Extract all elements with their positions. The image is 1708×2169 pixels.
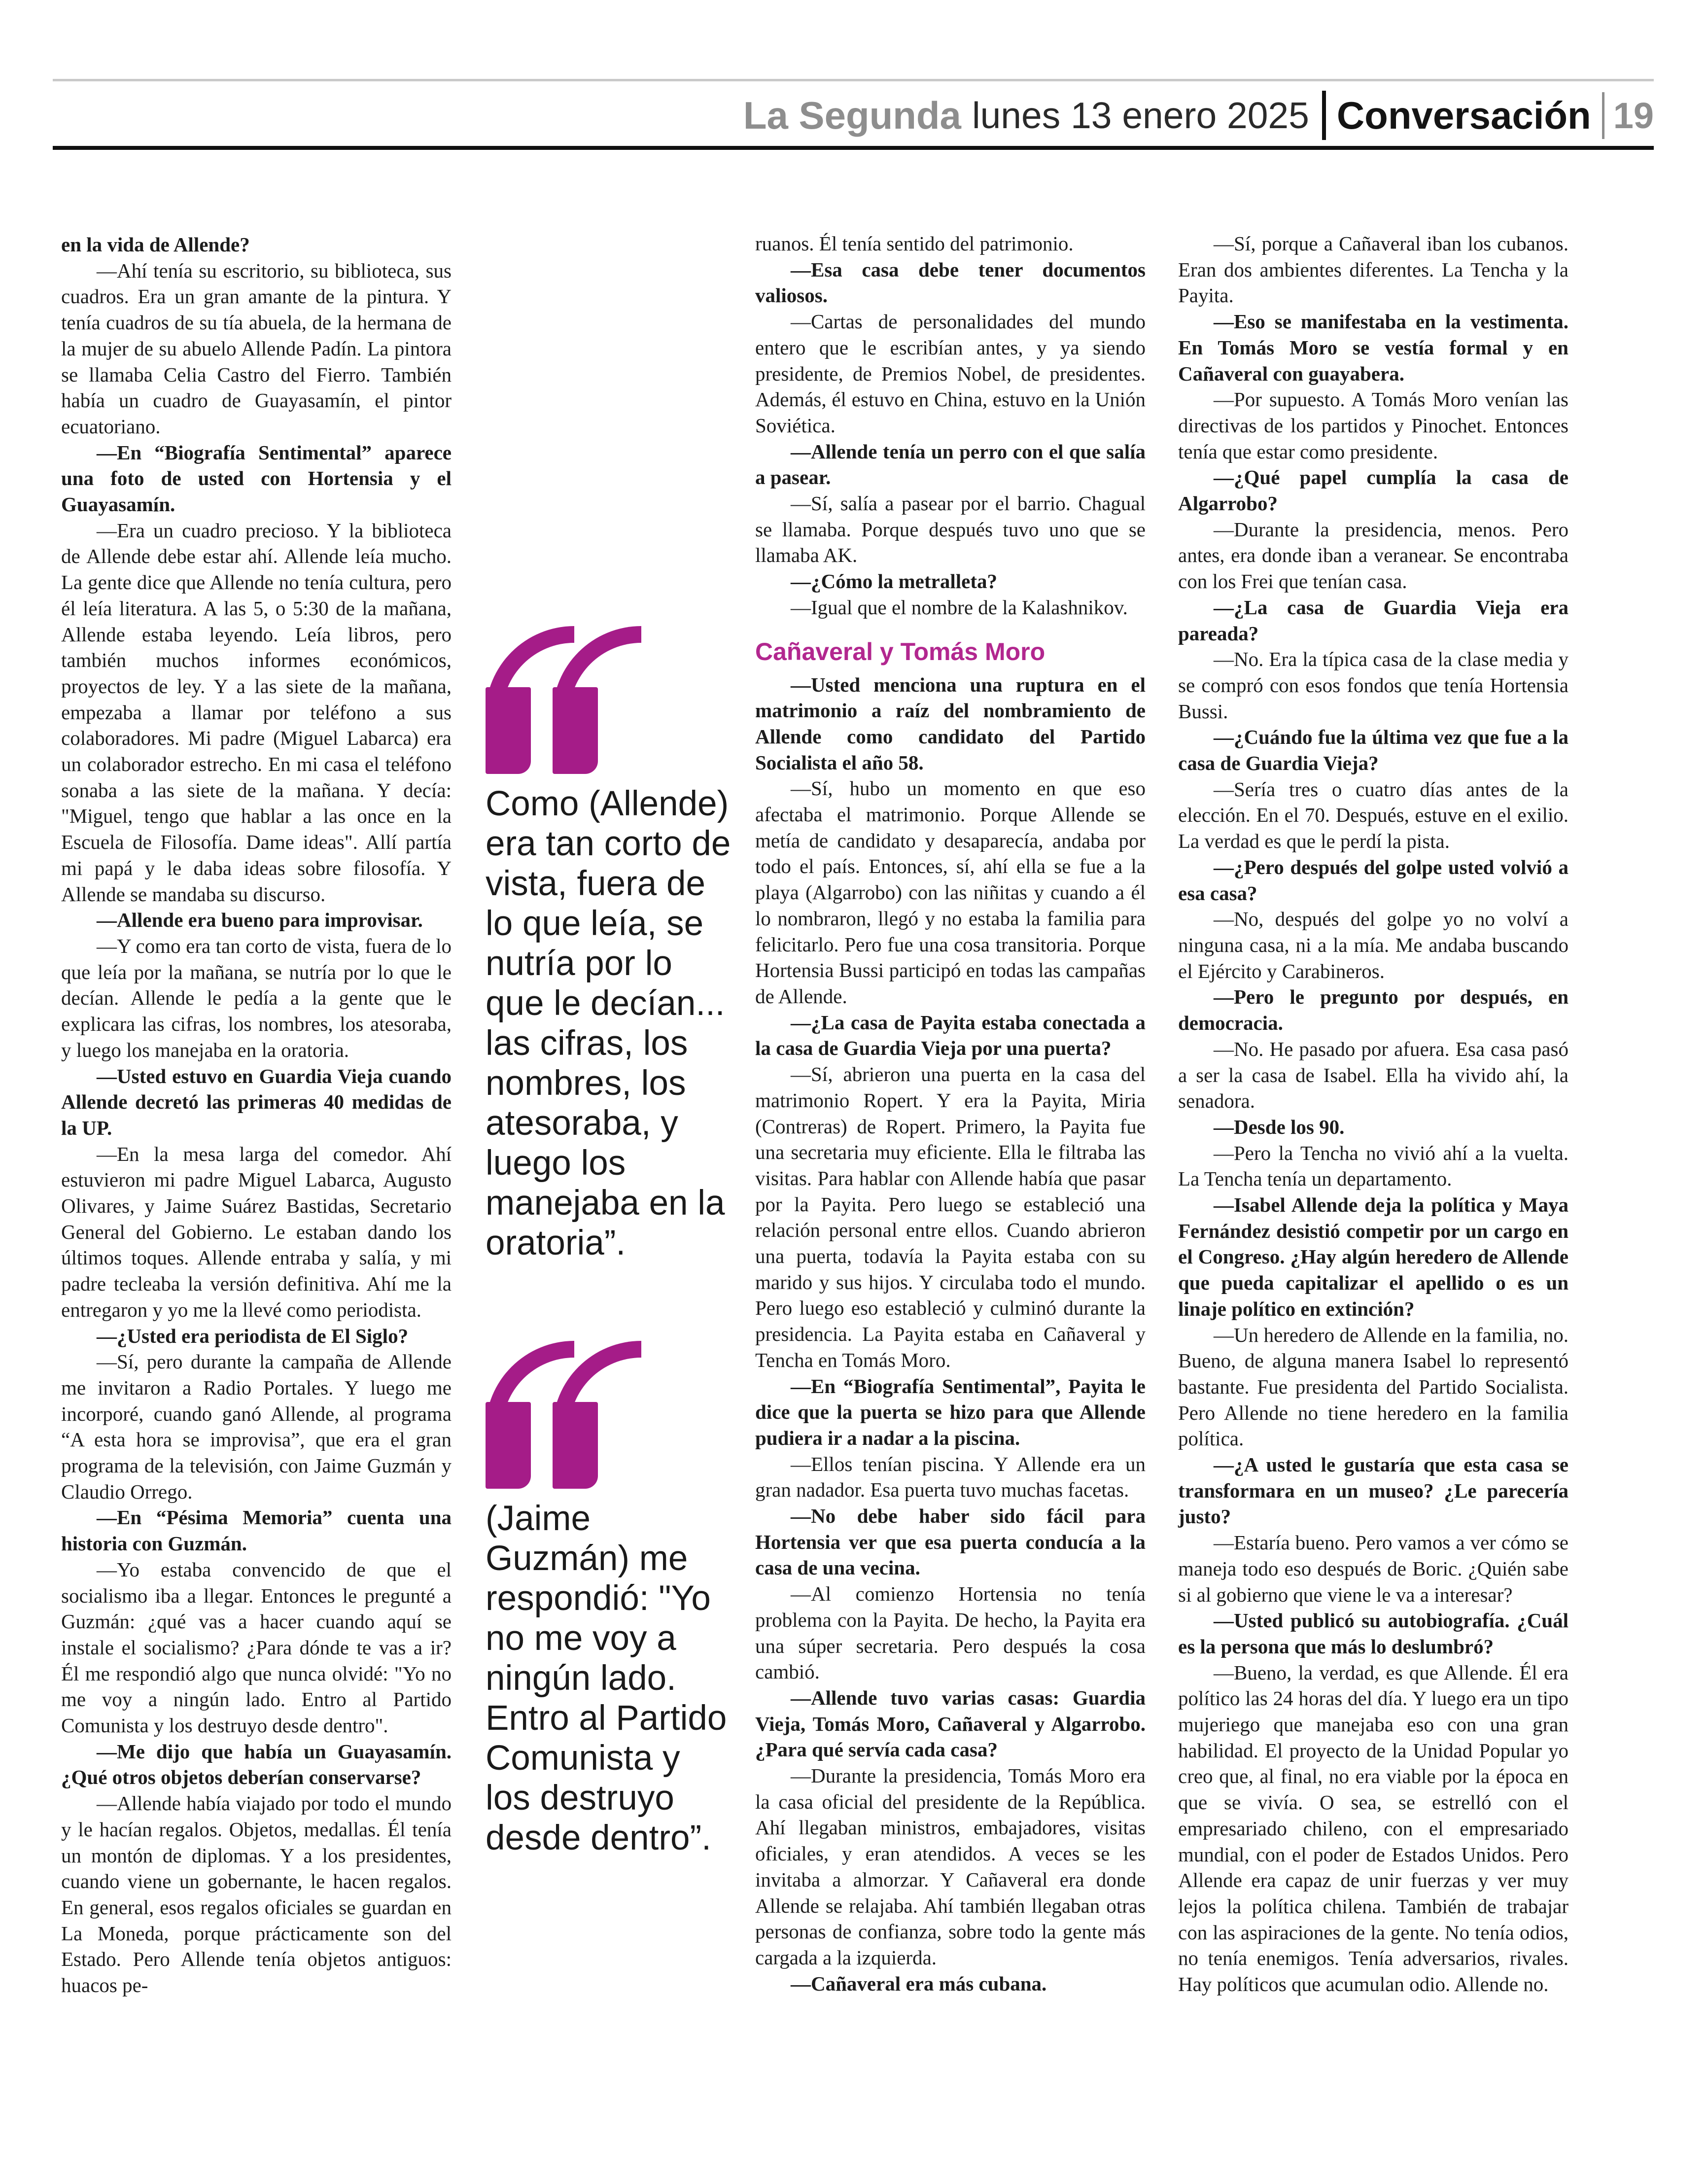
interview-question: —¿Cuándo fue la última vez que fue a la casa de Guardia Vieja? — [1178, 726, 1569, 775]
interview-question: —Isabel Allende deja la política y Maya Fernández desistió competir por un cargo en el Congreso. ¿Hay algún heredero de Allende que pueda capitalizar el apellido o es un linaje político en extinción? — [1178, 1193, 1569, 1320]
section-name: Conversación — [1336, 93, 1591, 137]
interview-answer: —Un heredero de Allende en la familia, no. Bueno, de alguna manera Isabel lo representó bastante. Fue presidenta del Partido Socialista. Pero Allende no tiene heredero en la familia política. — [1178, 1323, 1569, 1450]
interview-question: —Usted estuvo en Guardia Vieja cuando Allende decretó las primeras 40 medidas de la UP. — [61, 1064, 452, 1139]
interview-answer: ruanos. Él tenía sentido del patrimonio. — [755, 232, 1074, 255]
interview-answer: —Por supuesto. A Tomás Moro venían las directivas de los partidos y Pinochet. Entonces tenía que estar como presidente. — [1178, 388, 1569, 463]
header-rule — [53, 146, 1654, 150]
interview-question: —¿La casa de Guardia Vieja era pareada? — [1178, 595, 1569, 645]
pull-quote-text: (Jaime Guzmán) me respondió: "Yo no me voy a ningún lado. Entro al Partido Comunista y los destruyo desde dentro”. — [486, 1499, 727, 1857]
interview-answer: —Durante la presidencia, Tomás Moro era la casa oficial del presidente de la República. Ahí llegaban ministros, embajadores, visitas oficiales, y eran atendidos. A veces se les invitaba a almorzar. Y Cañaveral era donde Allende se relajaba. Ahí también llegaban otras personas de confianza, sobre todo la gente más cargada a la izquierda. — [755, 1764, 1146, 1969]
interview-answer: —Allende había viajado por todo el mundo y le hacían regalos. Objetos, medallas. Él tenía un montón de diplomas. Y a los presidentes, cuando viene un gobernante, le hacen regalos. En general, esos regalos oficiales se guardan en La Moneda, porque prácticamente son del Estado. Pero Allende tenía objetos antiguos: huacos pe- — [61, 1792, 452, 1997]
interview-question: —Cañaveral era más cubana. — [791, 1972, 1047, 1995]
interview-answer: —Al comienzo Hortensia no tenía problema con la Payita. De hecho, la Payita era una súper secretaria. Pero después la cosa cambió. — [755, 1582, 1146, 1683]
interview-answer: —Pero la Tencha no vivió ahí a la vuelta. La Tencha tenía un departamento. — [1178, 1141, 1569, 1190]
interview-answer: —No, después del golpe yo no volví a ninguna casa, ni a la mía. Me andaba buscando el Ejército y Carabineros. — [1178, 908, 1569, 982]
publication-name: La Segunda — [743, 93, 961, 137]
interview-answer: —Bueno, la verdad, es que Allende. Él era político las 24 horas del día. Y luego era un tipo mujeriego que manejaba eso con una gran habilidad. El proyecto de la Unidad Popular yo creo que, al final, no era viable por la época en que se vivía. O sea, se estrelló con el empresariado chileno, con el empresariado mundial, con el poder de Estados Unidos. Pero Allende era capaz de unir fuerzas y ver muy lejos la política chilena. También de trabajar con las aspiraciones de la gente. No tenía odios, no tenía enemigos. Tenía adversarios, rivales. Hay políticos que acumulan odio. Allende no. — [1178, 1661, 1569, 1996]
article-column-3 — [755, 231, 1146, 1996]
interview-question: —¿Qué papel cumplía la casa de Algarrobo? — [1178, 466, 1569, 515]
interview-question: —Pero le pregunto por después, en democracia. — [1178, 985, 1569, 1035]
interview-question: —Me dijo que había un Guayasamín. ¿Qué otros objetos deberían conservarse? — [61, 1740, 452, 1789]
interview-answer: —Yo estaba convencido de que el socialismo iba a llegar. Entonces le pregunté a Guzmán: ¿qué vas a hacer cuando aquí se instale el socialismo? ¿Para dónde te vas a ir? Él me respondió algo que nunca olvidé: "Yo no me voy a ningún lado. Entro al Partido Comunista y los destruyo desde dentro". — [61, 1558, 452, 1737]
interview-question: —En “Biografía Sentimental”, Payita le dice que la puerta se hizo para que Allende pudiera ir a nadar a la piscina. — [755, 1374, 1146, 1449]
interview-answer: —Sí, abrieron una puerta en la casa del matrimonio Ropert. Y era la Payita, Miria (Contreras) de Ropert. Primero, la Payita fue una secretaria muy eficiente. Ella le filtraba las visitas. Para hablar con Allende había que pasar por la Payita. Pero luego se estableció una relación personal entre ellos. Cuando abrieron una puerta, todavía la Payita estaba con su marido y sus hijos. Y circulaba todo el mundo. Pero luego eso estableció y culminó durante la presidencia. La Payita estaba en Cañaveral y Tencha en Tomás Moro. — [755, 1063, 1146, 1371]
quote-mark-icon — [486, 626, 732, 774]
interview-question: en la vida de Allende? — [61, 233, 250, 256]
pull-quote-1 — [486, 626, 732, 1263]
interview-question: —¿Pero después del golpe usted volvió a esa casa? — [1178, 855, 1569, 905]
interview-answer: —Sí, pero durante la campaña de Allende me invitaron a Radio Portales. Y luego me incorporé, cuando ganó Allende, al programa “A esta hora se improvisa”, que era el gran programa de la televisión, con Jaime Guzmán y Claudio Orrego. — [61, 1350, 452, 1503]
interview-question: —Allende era bueno para improvisar. — [97, 909, 423, 932]
section-subheading: Cañaveral y Tomás Moro — [755, 637, 1046, 665]
interview-question: —Allende tenía un perro con el que salía a pasear. — [755, 440, 1146, 489]
interview-answer: —Y como era tan corto de vista, fuera de lo que leía por la mañana, se nutría por lo que le decían. Allende le pedía a la gente que le explicara las cifras, los nombres, los atesoraba, y luego los manejaba en la oratoria. — [61, 934, 452, 1061]
interview-question: —¿Usted era periodista de El Siglo? — [97, 1324, 409, 1347]
interview-answer: —Sí, hubo un momento en que eso afectaba el matrimonio. Porque Allende se metía de candidato y desaparecía, andaba por todo el país. Entonces, sí, ahí ella se fue a la playa (Algarrobo) con las niñitas y cuando a él lo nombraron, llegó y no estaba la familia para felicitarlo. Pero fue una cosa transitoria. Porque Hortensia Bussi participó en todas las campañas de Allende. — [755, 777, 1146, 1008]
interview-question: —¿A usted le gustaría que esta casa se transformara en un museo? ¿Le parecería justo? — [1178, 1453, 1569, 1528]
header-top-rule — [53, 79, 1654, 81]
interview-question: —Usted menciona una ruptura en el matrimonio a raíz del nombramiento de Allende como candidato del Partido Socialista el año 58. — [755, 673, 1146, 774]
interview-answer: —Era un cuadro precioso. Y la biblioteca de Allende debe estar ahí. Allende leía mucho. La gente dice que Allende no tenía cultura, pero él leía literatura. A las 5, o 5:30 de la mañana, Allende estaba leyendo. Leía libros, pero también muchos informes económicos, proyectos de ley. Y a las siete de la mañana, empezaba a llamar por teléfono a sus colaboradores. Mi padre (Miguel Labarca) era un colaborador estrecho. En mi casa el teléfono sonaba a las siete de la mañana. Y decía: "Miguel, tengo que hablar a las once en la Escuela de Filosofía. Dame ideas". Allí partía mi papá y le daba ideas sobre filosofía. Y Allende se mandaba su discurso. — [61, 519, 452, 906]
interview-question: —¿La casa de Payita estaba conectada a la casa de Guardia Vieja por una puerta? — [755, 1011, 1146, 1060]
interview-answer: —Sería tres o cuatro días antes de la elección. En el 70. Después, estuve en el exilio. La verdad es que le perdí la pista. — [1178, 777, 1569, 853]
interview-question: —Usted publicó su autobiografía. ¿Cuál es la persona que más lo deslumbró? — [1178, 1609, 1569, 1658]
pull-quote-2 — [486, 1341, 732, 1858]
interview-question: —En “Biografía Sentimental” aparece una foto de usted con Hortensia y el Guayasamín. — [61, 441, 452, 516]
interview-question: —Esa casa debe tener documentos valiosos. — [755, 258, 1146, 307]
interview-answer: —Durante la presidencia, menos. Pero antes, era donde iban a veranear. Se encontraba con los Frei que tenían casa. — [1178, 518, 1569, 593]
quote-mark-icon — [486, 1341, 732, 1489]
interview-answer: —En la mesa larga del comedor. Ahí estuvieron mi padre Miguel Labarca, Augusto Olivares, y Jaime Suárez Bastidas, Secretario General del Gobierno. Le estaban dando los últimos toques. Allende entraba y salía, y mi padre tecleaba la versión definitiva. Ahí me la entregaron y yo me la llevé como periodista. — [61, 1142, 452, 1321]
interview-question: —Eso se manifestaba en la vestimenta. En Tomás Moro se vestía formal y en Cañaveral con guayabera. — [1178, 310, 1569, 385]
interview-question: —Allende tuvo varias casas: Guardia Vieja, Tomás Moro, Cañaveral y Algarrobo. ¿Para qué servía cada casa? — [755, 1686, 1146, 1761]
interview-answer: —Sí, salía a pasear por el barrio. Chagual se llamaba. Porque después tuvo uno que se llamaba AK. — [755, 492, 1146, 567]
interview-answer: —No. He pasado por afuera. Esa casa pasó a ser la casa de Isabel. Ella ha vivido ahí, la senadora. — [1178, 1037, 1569, 1113]
interview-question: —En “Pésima Memoria” cuenta una historia con Guzmán. — [61, 1506, 452, 1555]
header-divider-thin — [1602, 92, 1604, 139]
interview-question: —Desde los 90. — [1214, 1115, 1345, 1138]
article-column-4 — [1178, 231, 1569, 1997]
page-number: 19 — [1613, 95, 1654, 136]
interview-answer: —Igual que el nombre de la Kalashnikov. — [791, 595, 1128, 619]
interview-answer: —Cartas de personalidades del mundo entero que le escribían antes, y ya siendo presidente, de Premios Nobel, de presidentes. Además, él estuvo en China, estuvo en la Unión Soviética. — [755, 310, 1146, 437]
header-divider — [1322, 91, 1326, 140]
interview-question: —No debe haber sido fácil para Hortensia ver que esa puerta conducía a la casa de una vecina. — [755, 1504, 1146, 1579]
issue-date: lunes 13 enero 2025 — [972, 95, 1309, 136]
interview-answer: —Ahí tenía su escritorio, su biblioteca, sus cuadros. Era un gran amante de la pintura. Y tenía cuadros de su tía abuela, de la hermana de la mujer de su abuelo Allende Padín. La pintora se llamaba Celia Castro del Fierro. También había un cuadro de Guayasamín, el pintor ecuatoriano. — [61, 259, 452, 438]
interview-question: —¿Cómo la metralleta? — [791, 570, 997, 593]
page-header — [53, 83, 1654, 148]
article-column-1 — [61, 232, 452, 1998]
pull-quote-text: Como (Allende) era tan corto de vista, fuera de lo que leía, se nutría por lo que le decían... las cifras, los nombres, los atesoraba, y luego los manejaba en la oratoria”. — [486, 784, 731, 1262]
interview-answer: —Ellos tenían piscina. Y Allende era un gran nadador. Esa puerta tuvo muchas facetas. — [755, 1452, 1146, 1502]
interview-answer: —Estaría bueno. Pero vamos a ver cómo se maneja todo eso después de Boric. ¿Quién sabe si al gobierno que viene le va a interesar? — [1178, 1531, 1569, 1606]
interview-answer: —Sí, porque a Cañaveral iban los cubanos. Eran dos ambientes diferentes. La Tencha y la Payita. — [1178, 232, 1569, 307]
interview-answer: —No. Era la típica casa de la clase media y se compró con esos fondos que tenía Hortensia Bussi. — [1178, 648, 1569, 723]
